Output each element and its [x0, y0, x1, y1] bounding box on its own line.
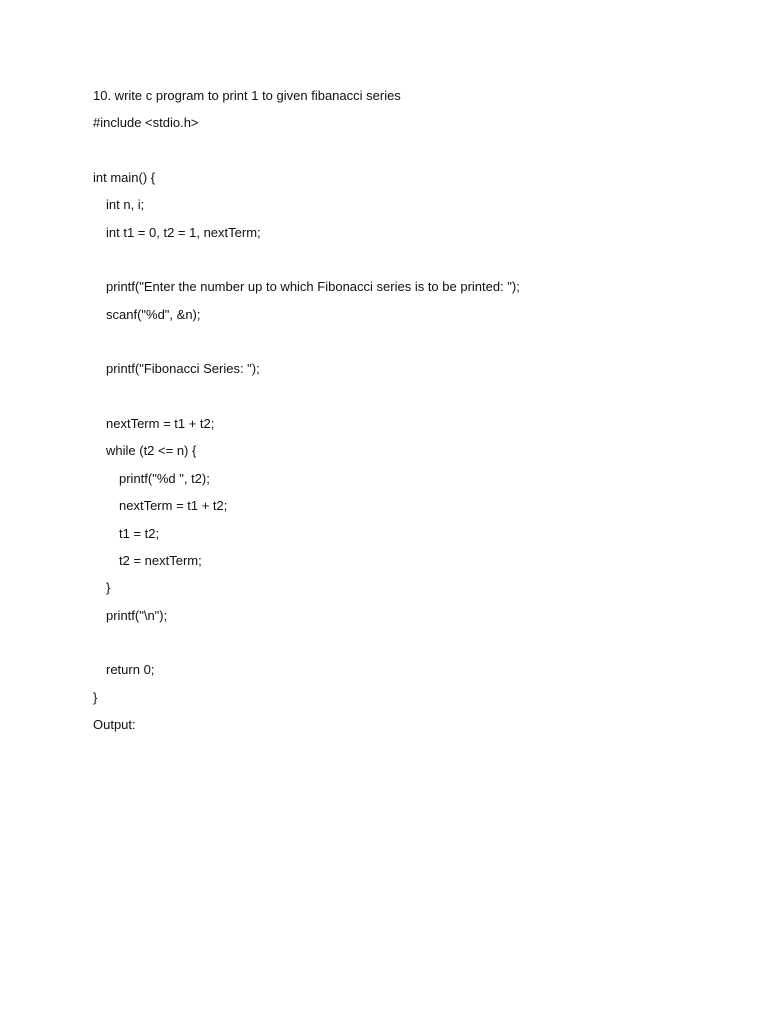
- document-line: [93, 141, 733, 168]
- document-line: scanf("%d", &n);: [106, 306, 201, 322]
- document-line: [93, 633, 733, 660]
- document-line: [93, 250, 733, 277]
- document-line: nextTerm = t1 + t2;: [106, 416, 215, 432]
- document-line: [93, 332, 733, 359]
- document-line: t2 = nextTerm;: [119, 552, 202, 568]
- document-line: printf("Fibonacci Series: ");: [106, 361, 260, 377]
- document-line: }: [93, 689, 98, 705]
- document-line: t1 = t2;: [119, 525, 160, 541]
- document-line: while (t2 <= n) {: [106, 443, 197, 459]
- document-line: #include <stdio.h>: [93, 115, 199, 131]
- document-line: printf("Enter the number up to which Fibonacci series is to be printed: ");: [106, 279, 520, 295]
- document-body: [93, 86, 733, 742]
- output-label: Output:: [93, 716, 136, 732]
- document-line: printf("%d ", t2);: [119, 470, 210, 486]
- document-line: return 0;: [106, 662, 155, 678]
- document-line: 10. write c program to print 1 to given fibanacci series: [93, 88, 401, 103]
- document-line: printf("\n");: [106, 607, 168, 623]
- document-line: [93, 387, 733, 414]
- document-line: int main() {: [93, 170, 156, 186]
- document-line: int t1 = 0, t2 = 1, nextTerm;: [106, 224, 261, 240]
- document-line: int n, i;: [106, 197, 145, 213]
- document-line: nextTerm = t1 + t2;: [119, 498, 228, 514]
- document-line: }: [106, 580, 111, 596]
